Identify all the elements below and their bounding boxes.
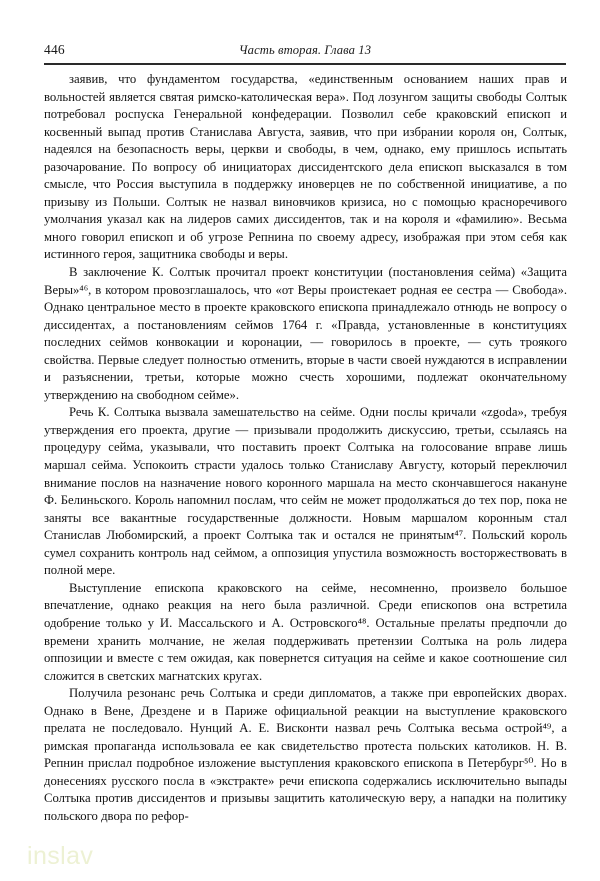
paragraph-4: Выступление епископа краковского на сейме, несомненно, произвело большое впечатление, однако реакция на него была различной. Среди епископов она встретила одобрение только у И. Массальского и А. Островского⁴⁸. Остальные прелаты предпочли до времени хранить молчание, не желая поддерживать претензии Солтыка на роль лидера оппозиции и вместе с тем ожидая, как повернется ситуация на сейме и какое соотношение сил сложится в светских магнатских кругах.: [44, 580, 567, 683]
running-head: [44, 42, 566, 64]
page-number: 446: [44, 42, 65, 57]
header-rule: [44, 63, 566, 65]
paragraph-5: Получила резонанс речь Солтыка и среди дипломатов, а также при европейских дворах. Однако в Вене, Дрездене и в Париже официальной реакции на выступление краковского прелата не последовало. Нунций А. Е. Висконти назвал речь Солтыка весьма острой⁴⁹, а римская пропаганда использовала ее как свидетельство протеста польских католиков. Н. В. Репнин прислал подробное изложение выступления краковского епископа в Петербург⁵⁰. Но в донесениях русского посла в «экстракте» речи епископа содержались исключительно выпады Солтыка против диссидентов и призывы защитить католическую веру, а нападки на политику польского двора по рефор-: [44, 686, 567, 823]
paragraph-2: В заключение К. Солтык прочитал проект конституции (постановления сейма) «Защита Веры»⁴⁶, в котором провозглашалось, что «от Веры проистекает родная ее сестра — Свобода». Однако центральное место в проекте краковского епископа принадлежало отнюдь не вопросу о диссидентах, а постановлениям сеймов 1764 г. «Правда, установленные в конституциях последних сеймов конвокации и коронации, — говорилось в проекте, — суть троякого свойства. Первые следует полностью отменить, вторые в части своей нуждаются в исправлении и разъяснении, третьи, которые можно счесть хорошими, подлежат окончательному утверждению на свободном сейме».: [44, 265, 567, 402]
running-head-title: Часть вторая. Глава 13: [238, 43, 372, 57]
body-text-block: [44, 71, 567, 826]
paragraph-1: заявив, что фундаментом государства, «единственным основанием наших прав и вольностей является святая римско-католическая вера». Под лозунгом защиты свободы Солтык потребовал роспуска Генеральной конфедерации. Позволил себе краковский епископ и косвенный выпад против Станислава Августа, заявив, что при избрании короля он, Солтык, надеялся на безопасность веры, церкви и свободы, в чем, однако, ему пришлось испытать разочарование. По вопросу об инициаторах диссидентского дела епископ высказался в том смысле, что Россия выступила в поддержку иноверцев не по собственной инициативе, а по призыву из Польши. Солтык не назвал виновчиков кризиса, но с помощью красноречивого умолчания указал как на лидеров самих диссидентов, так и на короля и «фамилию». Весьма много говорил епископ и об угрозе Репнина по своему адресу, изображая при этом себя как истинного героя, защитника свободы и веры.: [44, 72, 567, 262]
paragraph-3: Речь К. Солтыка вызвала замешательство на сейме. Одни послы кричали «zgoda», требуя утверждения его проекта, другие — призывали продолжить дискуссию, третьи, ссылаясь на процедуру сейма, указывали, что поставить проект Солтыка на голосование вправе лишь маршал сейма. Успокоить страсти удалось только Станиславу Августу, который переключил внимание послов на назначение нового коронного маршала на место скончавшегося накануне Ф. Белиньского. Король напомнил послам, что сейм не может продолжаться до тех пор, пока не заняты все вакантные государственные должности. Новым маршалом коронным стал Станислав Любомирский, а проект Солтыка так и остался не принятым⁴⁷. Польский король сумел сохранить контроль над сеймом, а оппозиция упустила возможность восторжествовать в полной мере.: [44, 405, 567, 578]
watermark-inslav: inslav: [27, 842, 94, 870]
